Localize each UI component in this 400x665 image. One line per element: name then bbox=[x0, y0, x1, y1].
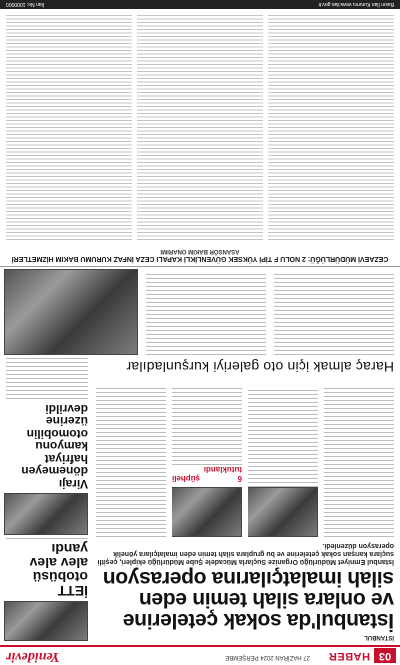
footer-left: Basın İlan Kurumu www.ilan.gov.tr bbox=[318, 1, 394, 7]
pull-quote: 6 şüpheli tutuklandı bbox=[172, 465, 242, 483]
headline-line: üzerine devrildi bbox=[45, 402, 88, 429]
headline-line: alev alev yandı bbox=[29, 541, 88, 571]
newspaper-logo: Yenidevir bbox=[6, 649, 60, 664]
lead-body bbox=[94, 387, 394, 537]
truck-accident-headline bbox=[6, 403, 88, 491]
seized-weapons-photo bbox=[172, 487, 242, 537]
page-number: 03 bbox=[374, 648, 396, 663]
gallery-text-column bbox=[146, 271, 266, 355]
body-column bbox=[172, 387, 242, 537]
gallery-photo bbox=[4, 269, 138, 355]
bus-fire-photo bbox=[4, 601, 88, 641]
headline-line: silah imalatçılarına operasyon bbox=[103, 567, 394, 590]
lead-headline bbox=[94, 568, 394, 631]
official-notice bbox=[0, 0, 400, 267]
operation-photo bbox=[248, 487, 318, 537]
gallery-text-column bbox=[274, 271, 394, 355]
truck-accident-photo bbox=[4, 493, 88, 535]
body-column bbox=[248, 387, 318, 537]
lead-article bbox=[94, 541, 394, 640]
headline-line: otomobilin bbox=[26, 427, 88, 441]
section-name: HABER bbox=[328, 650, 370, 662]
lead-kicker: İSTANBUL bbox=[364, 634, 394, 640]
body-column bbox=[96, 387, 166, 537]
notice-column bbox=[137, 15, 263, 240]
headline-line: İETT otobüsü bbox=[32, 569, 88, 599]
notice-title: CEZAEVİ MÜDÜRLÜĞÜ: 2 NOLU F TİPİ YÜKSEK GÜVENLİKLİ KAPALI CEZA İNFAZ KURUMU BAKIM HİZMETLERİ bbox=[11, 255, 389, 262]
gallery-body bbox=[6, 271, 394, 355]
notice-column bbox=[6, 15, 132, 240]
footer-right: İlan No: 1000000 bbox=[6, 1, 45, 7]
gallery-headline: Haraç almak için oto galeriyi kurşunladılar bbox=[126, 359, 394, 375]
headline-line: ve onlara silah temin eden bbox=[139, 588, 394, 611]
body-column bbox=[324, 387, 394, 537]
notice-footer bbox=[0, 0, 400, 9]
issue-date: 27 HAZİRAN 2024 PERŞEMBE bbox=[225, 654, 310, 660]
lead-deck: İstanbul Emniyet Müdürlüğü Organize Suçlarla Mücadele Şube Müdürlüğü ekipleri, çeşitli suçlara karışan sokak çetelerine ve bu gruplara silah temin eden imalatçılara yönelik operasyon düzenledi. bbox=[97, 542, 394, 565]
headline-line: İstanbul'da sokak çetelerine bbox=[123, 609, 394, 632]
page-header bbox=[0, 645, 400, 665]
headline-line: Virajı dönemeyen bbox=[21, 464, 88, 491]
notice-column bbox=[268, 15, 394, 240]
column-text bbox=[248, 387, 318, 487]
bus-fire-headline bbox=[6, 542, 88, 598]
notice-subtitle: ASANSÖR BAKIM ONARIMI bbox=[160, 248, 240, 254]
headline-line: hafriyat kamyonu bbox=[35, 439, 88, 466]
column-text bbox=[172, 387, 242, 465]
gallery-article bbox=[6, 271, 394, 375]
